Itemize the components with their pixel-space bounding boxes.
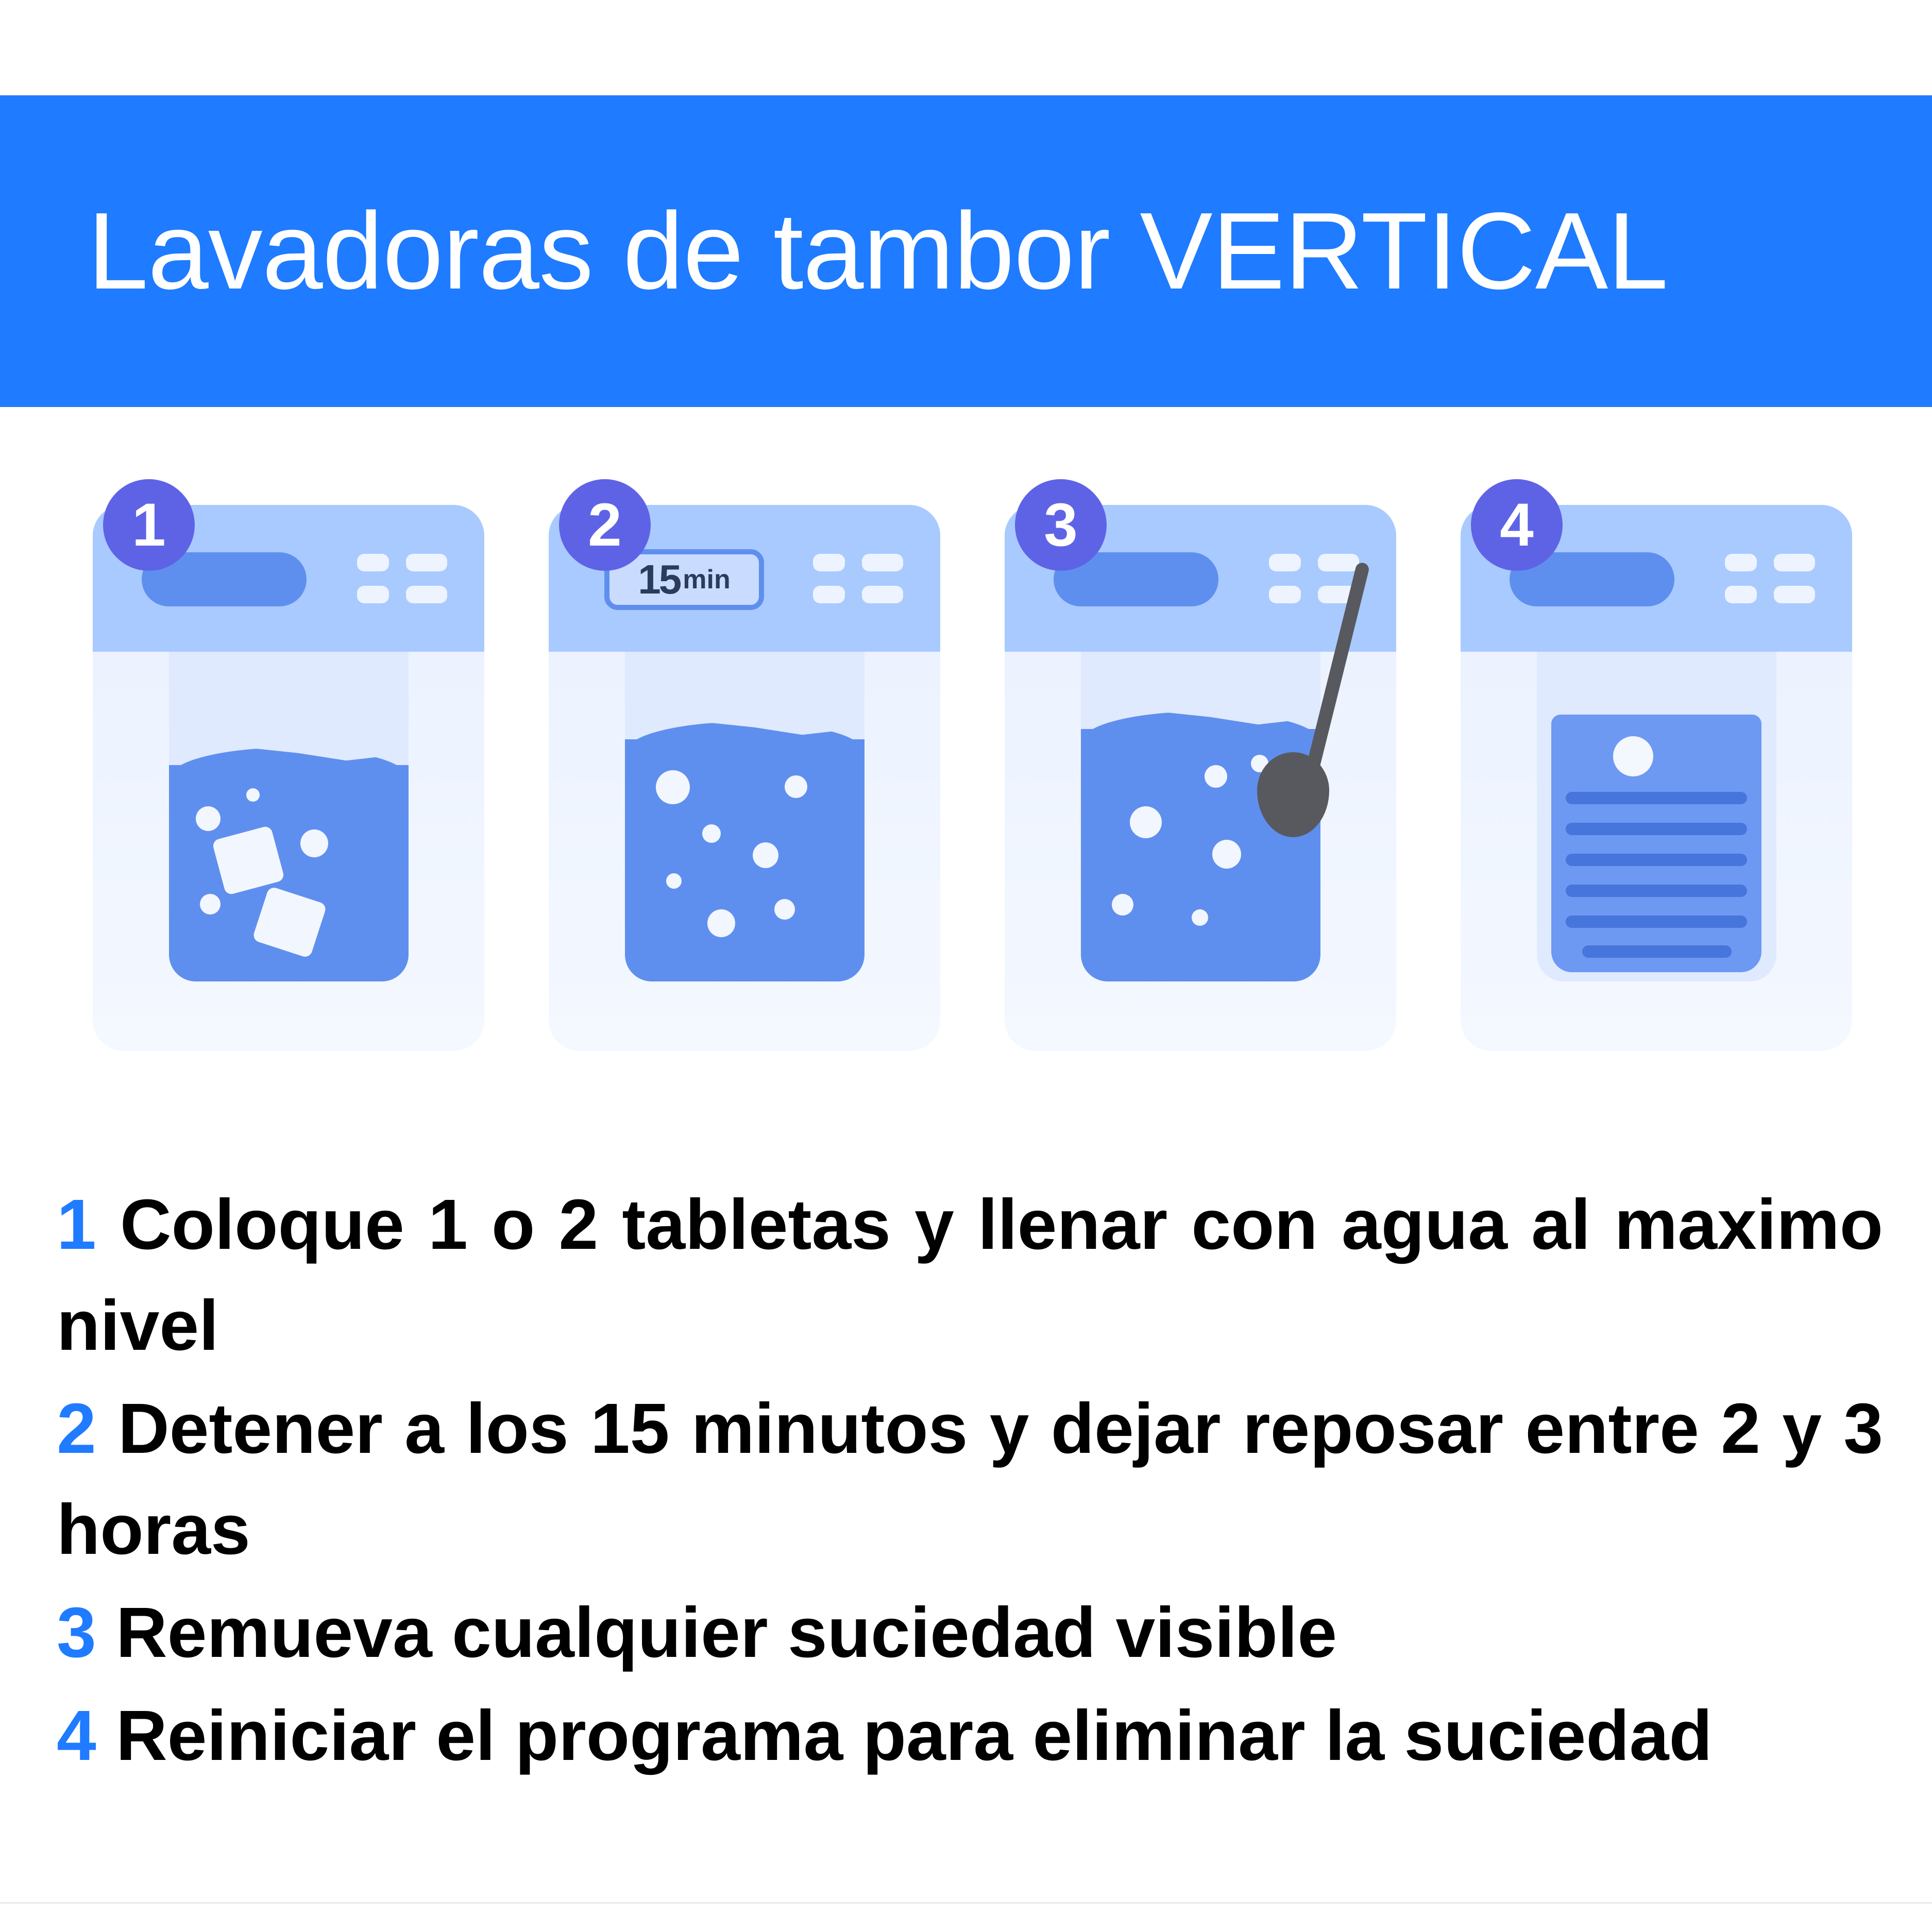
instruction-number-4: 4: [57, 1696, 96, 1775]
instructions-list: [57, 1175, 1883, 1789]
instruction-text-4: Reiniciar el programa para eliminar la suciedad: [116, 1696, 1713, 1775]
instruction-number-2: 2: [57, 1388, 96, 1468]
drum-tub-2: [625, 652, 865, 981]
timer-value: 15: [638, 556, 680, 602]
button-grid-icon: [1269, 554, 1359, 605]
button-grid-icon: [1725, 554, 1815, 605]
instruction-line-3: [57, 1583, 1883, 1684]
button-grid-icon: [813, 554, 903, 605]
drum-tub-1: [169, 652, 409, 981]
step-2-illustration: [549, 479, 956, 1051]
bottom-divider: [0, 1902, 1932, 1904]
step-badge-3: 3: [1015, 479, 1107, 571]
step-badge-4: 4: [1471, 479, 1563, 571]
step-badge-2: 2: [559, 479, 651, 571]
instruction-line-2: [57, 1379, 1883, 1581]
steps-strip: [0, 479, 1932, 1077]
laundry-cloth-icon: [1551, 715, 1761, 972]
instruction-text-2: Detener a los 15 minutos y dejar reposar entre 2 y 3 horas: [57, 1388, 1884, 1569]
instruction-line-4: [57, 1686, 1883, 1787]
button-grid-icon: [357, 554, 447, 605]
washer-machine-1: [93, 505, 484, 1051]
water-fill-2: [625, 739, 865, 981]
drum-tub-4: [1537, 652, 1776, 981]
washer-machine-4: [1461, 505, 1852, 1051]
washer-machine-2: [549, 505, 940, 1051]
step-4-illustration: [1461, 479, 1868, 1051]
tablet-icon: [212, 825, 285, 896]
instruction-text-1: Coloque 1 o 2 tabletas y llenar con agua al maximo nivel: [57, 1185, 1884, 1365]
instruction-line-1: [57, 1175, 1883, 1377]
step-badge-1: 1: [103, 479, 195, 571]
washer-machine-3: [1005, 505, 1396, 1051]
instruction-number-3: 3: [57, 1592, 96, 1672]
timer-unit: min: [683, 565, 731, 595]
step-1-illustration: [93, 479, 500, 1051]
page-title: Lavadoras de tambor VERTICAL: [88, 190, 1668, 312]
water-fill-1: [169, 765, 409, 981]
step-3-illustration: [1005, 479, 1412, 1051]
header-banner: [0, 95, 1932, 407]
instruction-text-3: Remueva cualquier suciedad visible: [116, 1592, 1337, 1672]
tablet-icon: [252, 886, 327, 958]
instruction-number-1: 1: [57, 1185, 96, 1264]
